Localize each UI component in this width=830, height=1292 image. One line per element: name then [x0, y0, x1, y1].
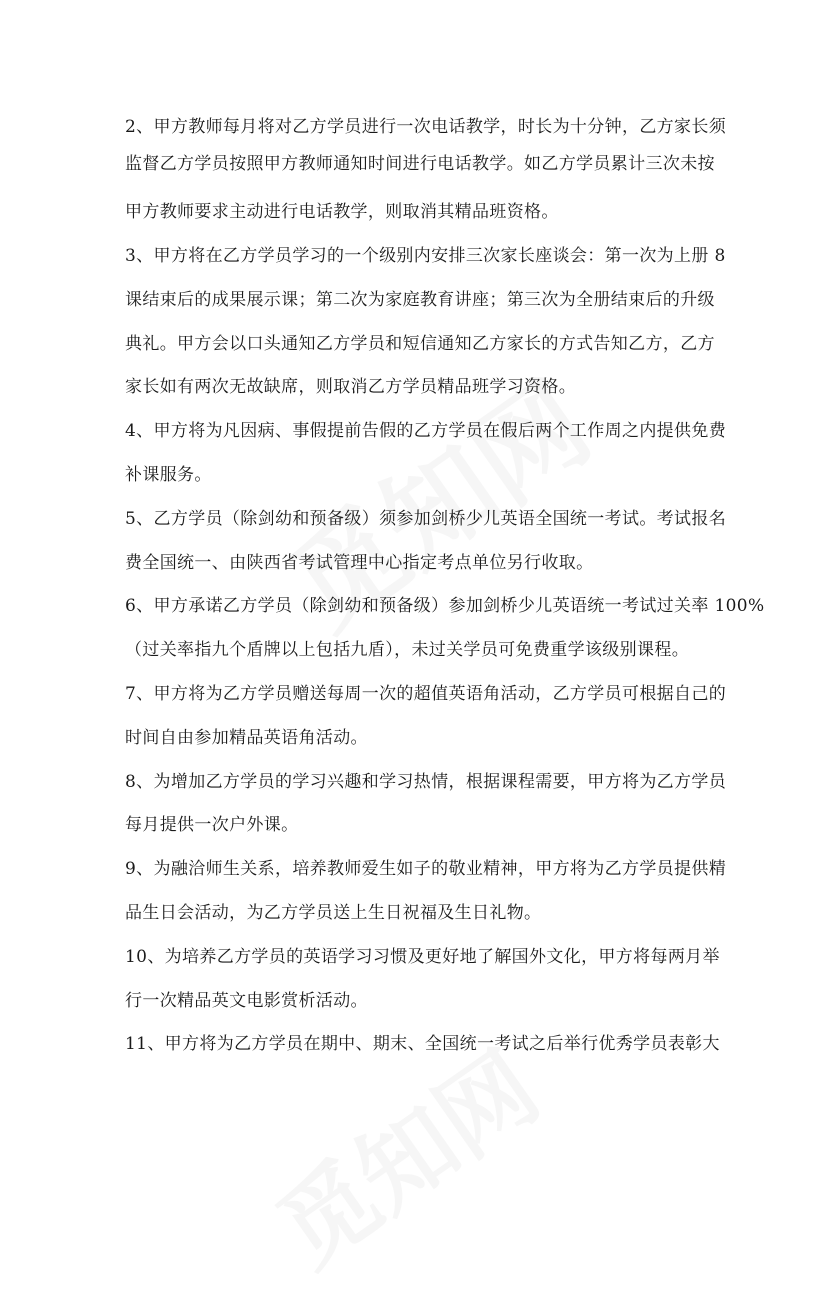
clause-3-line-1: 3、甲方将在乙方学员学习的一个级别内安排三次家长座谈会：第一次为上册 8: [125, 246, 726, 266]
watermark: [247, 1015, 561, 1292]
clause-10-line-2: 行一次精品英文电影赏析活动。: [125, 991, 368, 1011]
clause-10-line-1: 10、为培养乙方学员的英语学习习惯及更好地了解国外文化，甲方将每两月举: [125, 947, 720, 967]
clause-6-line-2: （过关率指九个盾牌以上包括九盾），未过关学员可免费重学该级别课程。: [125, 640, 690, 660]
clause-5-line-2: 费全国统一、由陕西省考试管理中心指定考点单位另行收取。: [125, 553, 594, 573]
clause-8-line-2: 每月提供一次户外课。: [125, 815, 299, 835]
clause-3-line-4: 家长如有两次无故缺席，则取消乙方学员精品班学习资格。: [125, 377, 577, 397]
clause-6-line-1: 6、甲方承诺乙方学员（除剑幼和预备级）参加剑桥少儿英语统一考试过关率 100%: [125, 596, 765, 616]
clause-11-line-1: 11、甲方将为乙方学员在期中、期末、全国统一考试之后举行优秀学员表彰大: [125, 1034, 720, 1054]
clause-9-line-2: 品生日会活动，为乙方学员送上生日祝福及生日礼物。: [125, 903, 542, 923]
clause-7-line-2: 时间自由参加精品英语角活动。: [125, 728, 368, 748]
clause-8-line-1: 8、为增加乙方学员的学习兴趣和学习热情，根据课程需要，甲方将为乙方学员: [125, 772, 727, 792]
clause-2-line-2: 监督乙方学员按照甲方教师通知时间进行电话教学。如乙方学员累计三次未按: [125, 154, 715, 174]
clause-3-line-3: 典礼。甲方会以口头通知乙方学员和短信通知乙方家长的方式告知乙方，乙方: [125, 334, 715, 354]
clause-2-line-1: 2、甲方教师每月将对乙方学员进行一次电话教学，时长为十分钟，乙方家长须: [125, 117, 727, 137]
clause-4-line-2: 补课服务。: [125, 465, 212, 485]
clause-3-line-2: 课结束后的成果展示课；第二次为家庭教育讲座；第三次为全册结束后的升级: [125, 290, 715, 310]
clause-2-line-3: 甲方教师要求主动进行电话教学，则取消其精品班资格。: [125, 202, 559, 222]
clause-5-line-1: 5、乙方学员（除剑幼和预备级）须参加剑桥少儿英语全国统一考试。考试报名: [125, 509, 727, 529]
clause-4-line-1: 4、甲方将为凡因病、事假提前告假的乙方学员在假后两个工作周之内提供免费: [125, 421, 727, 441]
clause-7-line-1: 7、甲方将为乙方学员赠送每周一次的超值英语角活动，乙方学员可根据自己的: [125, 684, 727, 704]
clause-9-line-1: 9、为融洽师生关系，培养教师爱生如子的敬业精神，甲方将为乙方学员提供精: [125, 859, 727, 879]
